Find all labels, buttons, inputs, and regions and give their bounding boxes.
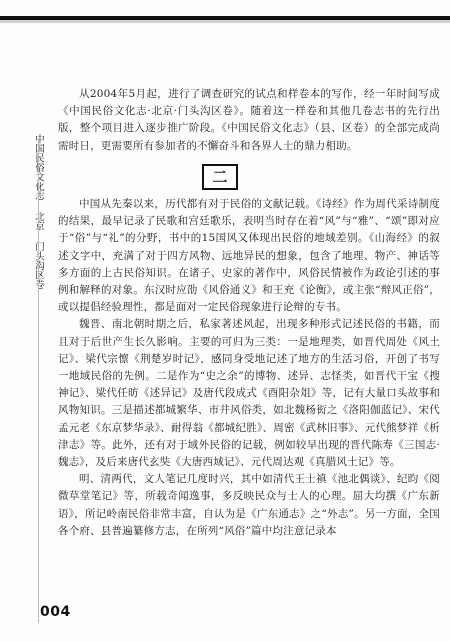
paragraph-1: 中国从先秦以来，历代都有对于民俗的文献记载。《诗经》作为周代采诗制度的结果，最早记录了民歌和宫廷歌乐，表明当时存在着“风”与“雅”、“颂”即对应于“俗”与“礼”的分野，书中的15国风又体现出民俗的地域差别。《山海经》的叙述文字中，充满了对于四方风物、远地异民的想象，包含了地理、物产、神话等多方面的上古民俗知识。在诸子、史家的著作中，风俗民情被作为政论引述的事例和解释的对象。东汉时应劭《风俗通义》和王充《论衡》，或主张“辩风正俗”，或以提倡经验理性，都是面对一定民俗现象进行论辩的专书。 bbox=[58, 198, 440, 314]
section-marker: 二 bbox=[202, 164, 238, 190]
body-text bbox=[58, 86, 440, 155]
header-rule-shadow bbox=[0, 20, 450, 23]
intro-paragraph: 从2004年5月起，进行了调查研究的试点和样卷本的写作，经一年时间写成《中国民俗文化志·北京·门头沟区卷》。随着这一样卷和其他几卷志书的先行出版，整个项目进入逐步推广阶段。《中国民俗文化志》（县、区卷）的全部完成尚需时日，更需要所有参加者的不懈奋斗和各界人士的鼎力相助。 bbox=[58, 88, 440, 152]
page-number: 004 bbox=[40, 604, 71, 620]
paragraph-2: 魏晋、南北朝时期之后，私家著述风起，出现多种形式记述民俗的书籍，而且对于后世产生长久影响。主要的可归为三类：一是地理类，如晋代周处《风土记》、梁代宗懔《荆楚岁时记》，感同身受地记述了地方的生活习俗，开创了书写一地域民俗的先例。二是作为“史之余”的博物、述异、志怪类，如晋代干宝《搜神记》、梁代任昉《述异记》及唐代段成式《酉阳杂俎》等，记有大量口头故事和风物知识。三是描述都城繁华、市井风俗类，如北魏杨衒之《洛阳伽蓝记》、宋代孟元老《东京梦华录》、耐得翁《都城纪胜》、周密《武林旧事》、元代熊梦祥《析津志》等。此外，还有对于域外民俗的记载，例如较早出现的晋代陈寿《三国志·魏志》，及后来唐代玄奘《大唐西域记》、元代周达观《真腊风土记》等。 bbox=[58, 318, 440, 469]
paragraph-3: 明、清两代，文人笔记几度时兴，其中如清代王士禛《池北偶谈》、纪昀《阅微草堂笔记》等，所载奇闻逸事，多反映民众与士人的心理。屈大均撰《广东新语》，所记岭南民俗非常丰富，自认为是《广东通志》之“外志”。另一方面，全国各个府、县普遍纂修方志，在所列“风俗”篇中均注意记录本 bbox=[58, 473, 440, 537]
margin-rule bbox=[38, 140, 39, 623]
running-head: 中国民俗文化志·北京·门头沟区卷 bbox=[33, 134, 44, 289]
section-body bbox=[58, 196, 440, 540]
